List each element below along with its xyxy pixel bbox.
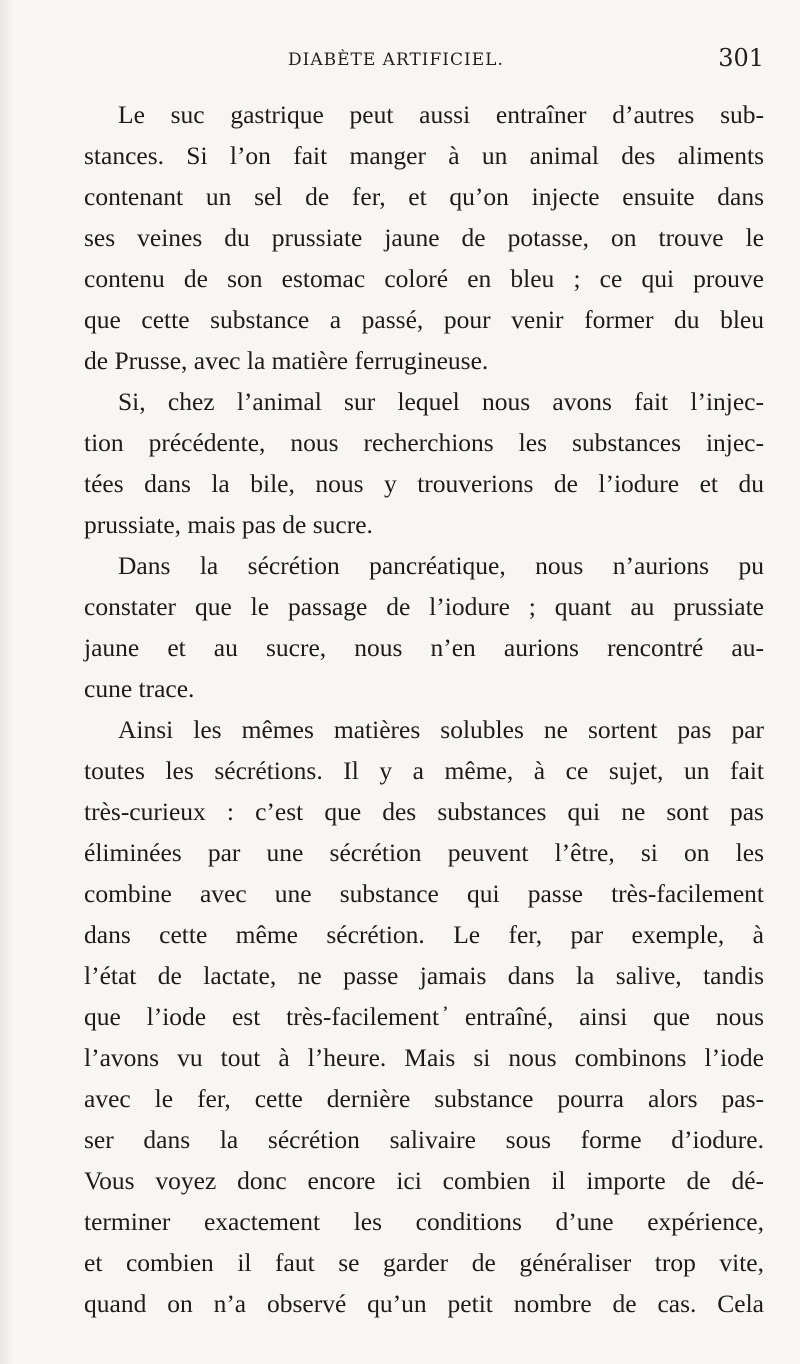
text-line: jaune et au sucre, nous n’en aurions rencontré au- bbox=[84, 633, 764, 662]
text-line: stances. Si l’on fait manger à un animal des aliments bbox=[84, 141, 764, 170]
text-line: combine avec une substance qui passe très-facilement bbox=[84, 879, 764, 908]
text-line: avec le fer, cette dernière substance pourra alors pas- bbox=[84, 1084, 764, 1113]
text-line: Ainsi les mêmes matières solubles ne sortent pas par bbox=[118, 715, 764, 744]
text-line: l’état de lactate, ne passe jamais dans la salive, tandis bbox=[84, 961, 764, 990]
text-line: Dans la sécrétion pancréatique, nous n’aurions pu bbox=[118, 551, 764, 580]
text-line: ser dans la sécrétion salivaire sous forme d’iodure. bbox=[84, 1125, 764, 1154]
text-line: quand on n’a observé qu’un petit nombre de cas. Cela bbox=[84, 1289, 764, 1318]
book-page bbox=[14, 0, 800, 1364]
text-line: Le suc gastrique peut aussi entraîner d’autres sub- bbox=[118, 100, 764, 129]
text-line: contenant un sel de fer, et qu’on injecte ensuite dans bbox=[84, 182, 764, 211]
text-line: de Prusse, avec la matière ferrugineuse. bbox=[84, 346, 489, 375]
text-line: Si, chez l’animal sur lequel nous avons fait l’injec- bbox=[118, 387, 764, 416]
text-line: prussiate, mais pas de sucre. bbox=[84, 510, 373, 539]
body-text bbox=[84, 94, 764, 1324]
text-line: dans cette même sécrétion. Le fer, par exemple, à bbox=[84, 920, 764, 949]
running-title: DIABÈTE ARTIFICIEL. bbox=[288, 50, 504, 70]
text-line: cune trace. bbox=[84, 674, 195, 703]
text-line: que cette substance a passé, pour venir former du bleu bbox=[84, 305, 764, 334]
text-line: terminer exactement les conditions d’une expérience, bbox=[84, 1207, 764, 1236]
text-line: l’avons vu tout à l’heure. Mais si nous combinons l’iode bbox=[84, 1043, 764, 1072]
text-line: contenu de son estomac coloré en bleu ; ce qui prouve bbox=[84, 264, 764, 293]
text-line: tion précédente, nous recherchions les substances injec- bbox=[84, 428, 764, 457]
text-line: constater que le passage de l’iodure ; quant au prussiate bbox=[84, 592, 764, 621]
text-line: tées dans la bile, nous y trouverions de l’iodure et du bbox=[84, 469, 764, 498]
text-line: et combien il faut se garder de généraliser trop vite, bbox=[84, 1248, 764, 1277]
page-gutter bbox=[0, 0, 14, 1364]
text-line: très-curieux : c’est que des substances qui ne sont pas bbox=[84, 797, 764, 826]
text-line: Vous voyez donc encore ici combien il importe de dé- bbox=[84, 1166, 764, 1195]
page-header bbox=[14, 44, 800, 80]
text-line: toutes les sécrétions. Il y a même, à ce sujet, un fait bbox=[84, 756, 764, 785]
text-line: éliminées par une sécrétion peuvent l’être, si on les bbox=[84, 838, 764, 867]
page-number: 301 bbox=[718, 44, 764, 72]
text-line: ses veines du prussiate jaune de potasse, on trouve le bbox=[84, 223, 764, 252]
text-line: que l’iode est très-facilement ̓entraîné, ainsi que nous bbox=[84, 1002, 764, 1031]
